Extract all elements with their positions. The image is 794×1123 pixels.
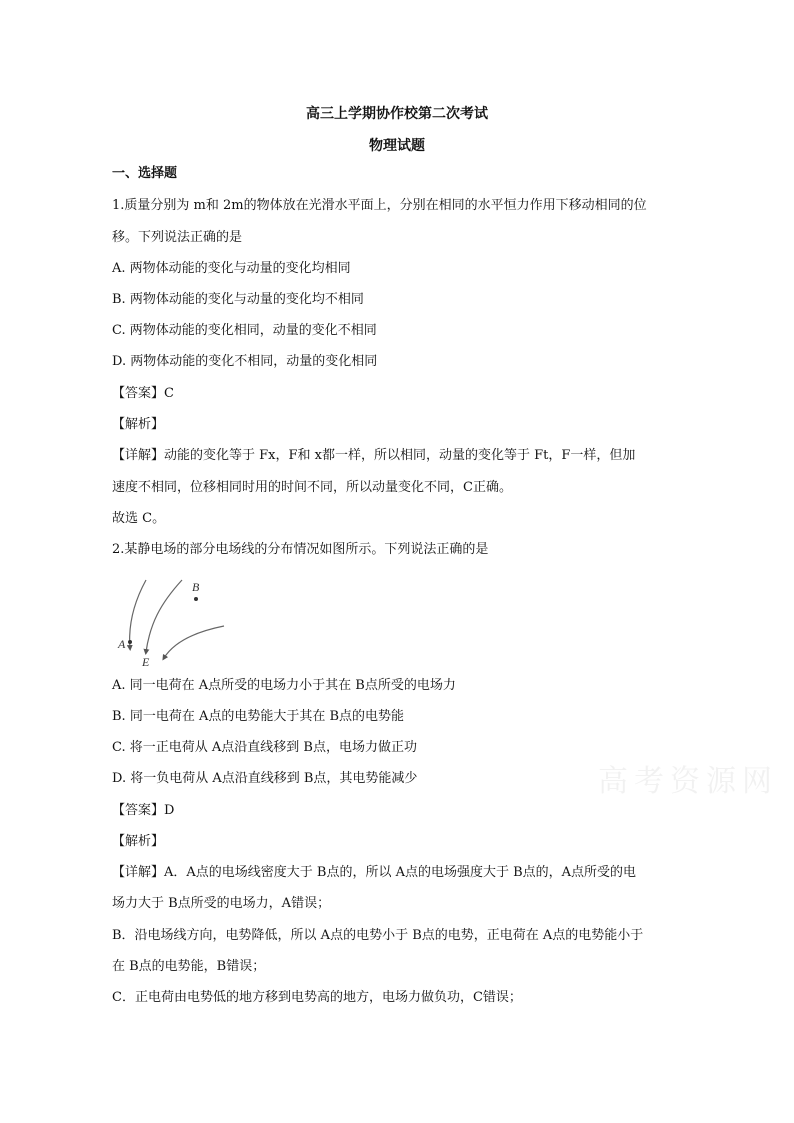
q2-answer: 【答案】D: [112, 803, 175, 818]
q2-detail-b-line-1: B．沿电场线方向，电势降低，所以 A点的电势小于 B点的电势，正电荷在 A点的电势能小于: [112, 928, 644, 943]
q1-option-a: A. 两物体动能的变化与动量的变化均相同: [112, 261, 351, 276]
electric-field-figure: [112, 572, 236, 670]
q1-option-c: C. 两物体动能的变化相同，动量的变化不相同: [112, 323, 377, 338]
field-line-middle: [146, 580, 182, 652]
watermark: 高考资源网: [598, 764, 778, 799]
label-e: E: [142, 655, 150, 669]
q2-detail-a-line-1: 【详解】A．A点的电场线密度大于 B点的，所以 A点的电场强度大于 B点的，A点所受的电: [112, 865, 637, 880]
q1-option-b: B. 两物体动能的变化与动量的变化均不相同: [112, 292, 364, 307]
field-line-left: [130, 580, 146, 648]
q2-option-c: C. 将一正电荷从 A点沿直线移到 B点，电场力做正功: [112, 740, 417, 755]
q2-stem: 2.某静电场的部分电场线的分布情况如图所示。下列说法正确的是: [112, 542, 489, 557]
field-lines-diagram: [112, 572, 236, 670]
q1-stem-line-2: 移。下列说法正确的是: [112, 230, 243, 245]
q2-option-a: A. 同一电荷在 A点所受的电场力小于其在 B点所受的电场力: [112, 678, 456, 693]
q2-detail-a-line-2: 场力大于 B点所受的电场力，A错误；: [112, 896, 331, 911]
q2-analysis-label: 【解析】: [112, 834, 165, 849]
q2-detail-b-line-2: 在 B点的电势能，B错误；: [112, 959, 266, 974]
page-title: 高三上学期协作校第二次考试: [306, 106, 488, 122]
q1-analysis-label: 【解析】: [112, 417, 165, 432]
label-b: B: [192, 580, 200, 594]
q2-option-b: B. 同一电荷在 A点的电势能大于其在 B点的电势能: [112, 709, 405, 724]
point-a: [128, 640, 132, 644]
q1-stem-line-1: 1.质量分别为 m和 2m的物体放在光滑水平面上，分别在相同的水平恒力作用下移动相同的位: [112, 198, 647, 213]
q1-conclusion: 故选 C。: [112, 511, 166, 526]
q1-answer: 【答案】C: [112, 386, 174, 401]
label-a: A: [118, 637, 126, 651]
q1-option-d: D. 两物体动能的变化不相同，动量的变化相同: [112, 354, 378, 369]
point-b: [194, 597, 198, 601]
page-subtitle: 物理试题: [369, 138, 425, 154]
q1-detail-line-1: 【详解】动能的变化等于 Fx，F和 x都一样，所以相同，动量的变化等于 Ft，F一样，但加: [112, 448, 636, 463]
q1-detail-line-2: 速度不相同，位移相同时用的时间不同，所以动量变化不同，C正确。: [112, 480, 512, 495]
q2-detail-c: C．正电荷由电势低的地方移到电势高的地方，电场力做负功，C错误；: [112, 990, 522, 1005]
section-heading: 一、选择题: [112, 166, 178, 181]
q2-option-d: D. 将一负电荷从 A点沿直线移到 B点，其电势能减少: [112, 771, 418, 786]
field-line-right: [164, 626, 224, 658]
